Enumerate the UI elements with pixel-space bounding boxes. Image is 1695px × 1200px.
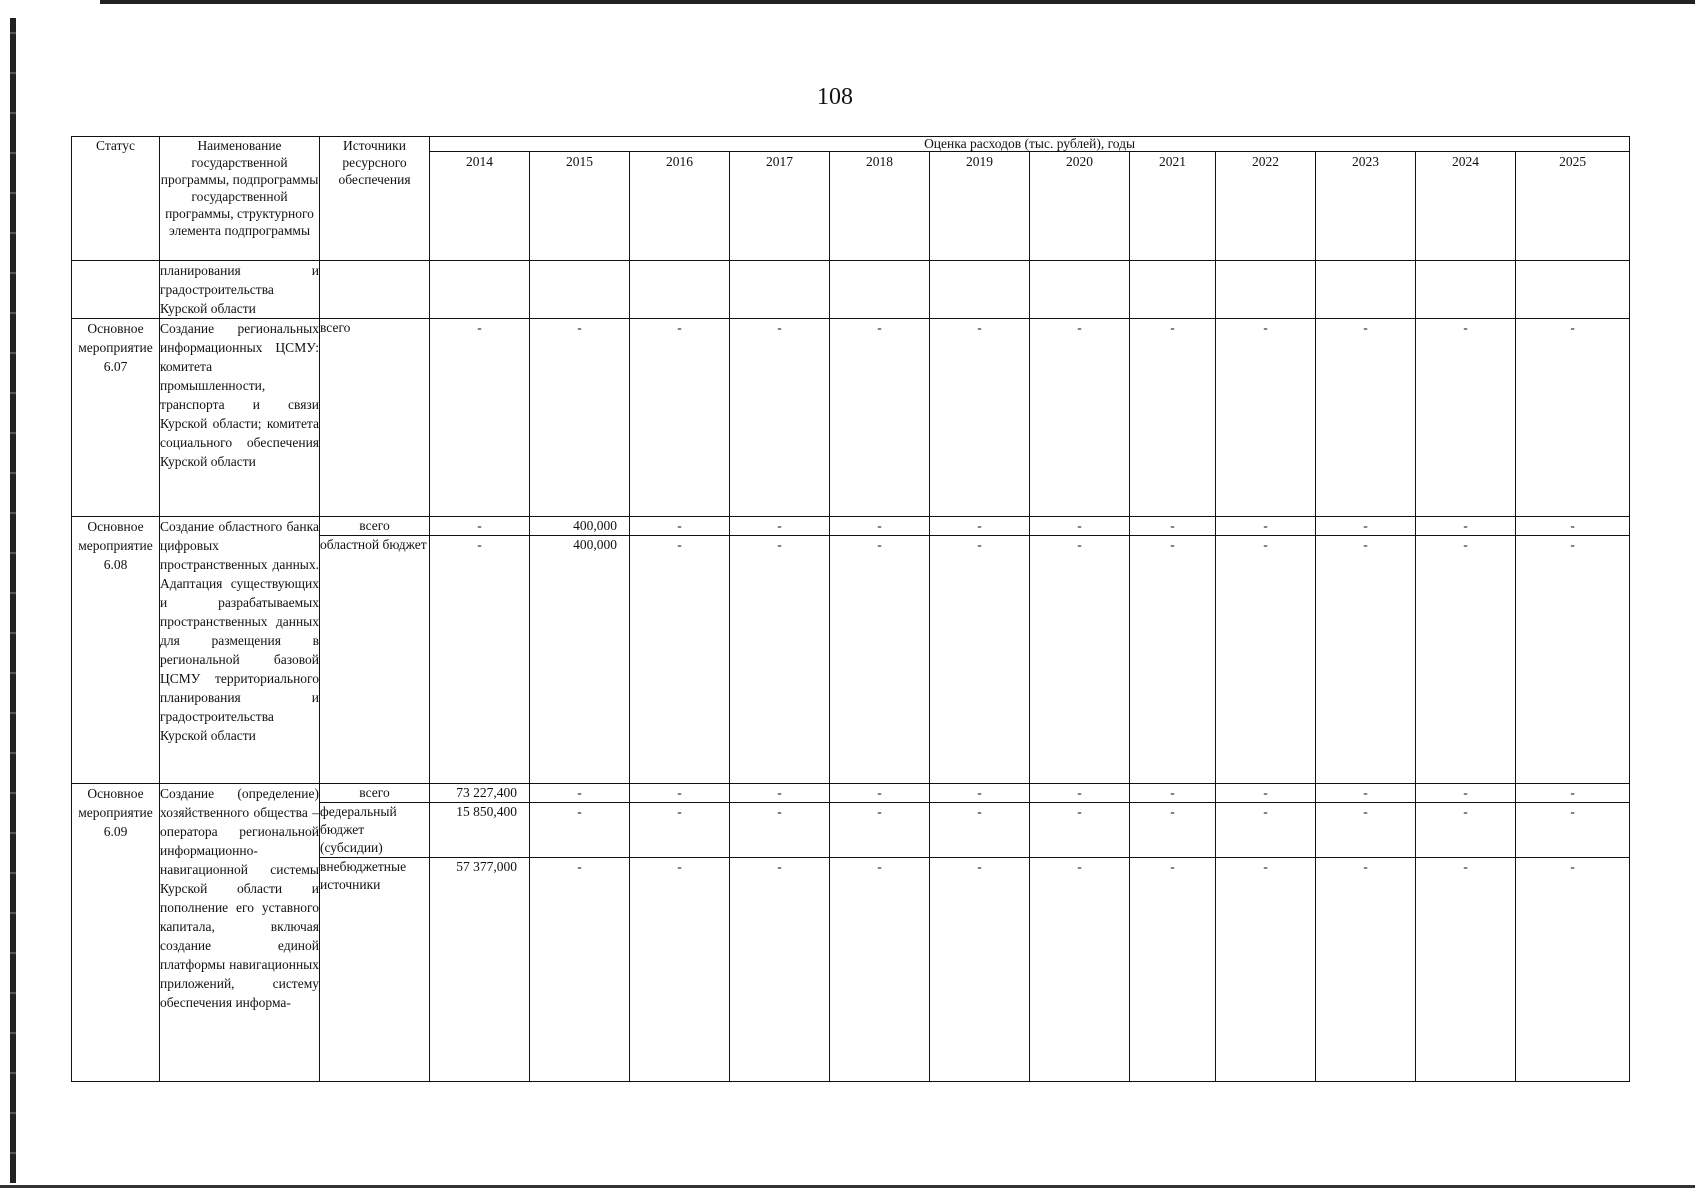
table-cell: - (1216, 803, 1316, 858)
table-cell: - (1516, 784, 1630, 803)
header-year: 2020 (1030, 152, 1130, 261)
table-cell: - (630, 517, 730, 536)
table-cell: - (1216, 858, 1316, 1082)
header-year: 2025 (1516, 152, 1630, 261)
table-cell: - (830, 319, 930, 517)
table-cell: - (1416, 784, 1516, 803)
table-cell: - (930, 858, 1030, 1082)
table-cell: - (530, 858, 630, 1082)
table-cell: - (630, 858, 730, 1082)
table-row (72, 784, 1630, 803)
scan-edge-bottom (0, 1185, 1695, 1188)
row-name: Создание (определение) хозяйственного общества – оператора региональной информационно-навигационной системы Курской области и пополнение его уставного капитала, включая создание единой платформы навигационных приложений, систему обеспечения информа- (160, 784, 320, 1082)
table-cell: - (1316, 858, 1416, 1082)
table-cell: - (1216, 319, 1316, 517)
table-cell: - (1030, 858, 1130, 1082)
header-year: 2021 (1130, 152, 1216, 261)
table-row (72, 261, 1630, 319)
header-sources: Источники ресурсного обеспечения (320, 137, 430, 261)
table-cell (630, 261, 730, 319)
row-status: Основное мероприятие 6.07 (72, 319, 160, 517)
scan-edge-top (100, 0, 1695, 4)
table-cell: - (530, 803, 630, 858)
table-cell: - (930, 517, 1030, 536)
scan-edge-left (10, 18, 16, 1183)
header-year: 2023 (1316, 152, 1416, 261)
header-year: 2022 (1216, 152, 1316, 261)
row-source (320, 261, 430, 319)
table-cell: - (430, 319, 530, 517)
table-cell: - (1316, 803, 1416, 858)
table-cell: - (430, 536, 530, 784)
table-cell: - (930, 536, 1030, 784)
table-cell (730, 261, 830, 319)
table-cell: - (1030, 803, 1130, 858)
table-cell (930, 261, 1030, 319)
table-cell: - (830, 803, 930, 858)
table-cell: 15 850,400 (430, 803, 530, 858)
table-cell: - (1316, 517, 1416, 536)
table-cell: - (1416, 319, 1516, 517)
table-cell (530, 261, 630, 319)
row-name: Создание региональных информационных ЦСМУ: комитета промышленности, транспорта и связи Курской области; комитета социального обеспечения Курской области (160, 319, 320, 517)
header-year: 2024 (1416, 152, 1516, 261)
row-name: планирования и градостроительства Курской области (160, 261, 320, 319)
table-cell: - (1030, 517, 1130, 536)
table-cell: 400,000 (530, 517, 630, 536)
table-cell: - (1316, 536, 1416, 784)
header-costs: Оценка расходов (тыс. рублей), годы (430, 137, 1630, 152)
table-cell (830, 261, 930, 319)
table-cell: - (730, 517, 830, 536)
table-cell: - (1130, 858, 1216, 1082)
table-cell: - (1516, 319, 1630, 517)
table-cell: - (630, 319, 730, 517)
table-cell: - (1416, 858, 1516, 1082)
page-number: 108 (817, 84, 853, 110)
table-cell: - (1130, 784, 1216, 803)
table-row (72, 517, 1630, 536)
table-cell: - (1316, 784, 1416, 803)
table-cell: - (630, 784, 730, 803)
table-cell: - (830, 784, 930, 803)
table-cell: - (1216, 536, 1316, 784)
table-header (72, 137, 1630, 261)
table-cell: - (1316, 319, 1416, 517)
table-cell: - (1516, 858, 1630, 1082)
row-source: внебюджетные источники (320, 858, 430, 1082)
table-cell: - (830, 858, 930, 1082)
header-name: Наименование государственной программы, подпрограммы государственной программы, структурного элемента подпрограммы (160, 137, 320, 261)
row-source: всего (320, 517, 430, 536)
header-year: 2014 (430, 152, 530, 261)
row-status: Основное мероприятие 6.09 (72, 784, 160, 1082)
table-cell: - (530, 784, 630, 803)
table-cell: - (1130, 803, 1216, 858)
header-year: 2015 (530, 152, 630, 261)
table-cell: - (1216, 784, 1316, 803)
row-source: всего (320, 784, 430, 803)
table-cell: - (630, 536, 730, 784)
table-cell (1316, 261, 1416, 319)
table-cell: - (930, 803, 1030, 858)
table-cell (430, 261, 530, 319)
table-cell: - (1416, 803, 1516, 858)
table-cell (1416, 261, 1516, 319)
table-cell: - (930, 319, 1030, 517)
row-name: Создание областного банка цифровых пространственных данных. Адаптация существующих и разрабатываемых пространственных данных для размещения в региональной базовой ЦСМУ территориального планирования и градостроительства Курской области (160, 517, 320, 784)
table-cell: - (530, 319, 630, 517)
row-source: всего (320, 319, 430, 517)
table-cell: - (1030, 536, 1130, 784)
table-cell: - (1416, 536, 1516, 784)
table-cell: 400,000 (530, 536, 630, 784)
table-cell (1030, 261, 1130, 319)
table-cell: - (830, 517, 930, 536)
table-cell: 57 377,000 (430, 858, 530, 1082)
row-source: областной бюджет (320, 536, 430, 784)
row-status (72, 261, 160, 319)
table-cell: 73 227,400 (430, 784, 530, 803)
table-cell: - (430, 517, 530, 536)
table-cell: - (1030, 784, 1130, 803)
row-source: федеральный бюджет (субсидии) (320, 803, 430, 858)
header-year: 2019 (930, 152, 1030, 261)
table-cell: - (1416, 517, 1516, 536)
row-status: Основное мероприятие 6.08 (72, 517, 160, 784)
table-cell (1130, 261, 1216, 319)
table-cell: - (1130, 319, 1216, 517)
table-cell: - (730, 319, 830, 517)
table-cell: - (1130, 536, 1216, 784)
header-year: 2017 (730, 152, 830, 261)
table-row (72, 319, 1630, 517)
table-cell: - (830, 536, 930, 784)
table-cell: - (630, 803, 730, 858)
header-status: Статус (72, 137, 160, 261)
table-cell (1516, 261, 1630, 319)
table-cell: - (1516, 803, 1630, 858)
header-year: 2016 (630, 152, 730, 261)
table-cell: - (730, 858, 830, 1082)
table-cell: - (730, 536, 830, 784)
table-cell: - (1216, 517, 1316, 536)
table-cell (1216, 261, 1316, 319)
table-cell: - (1516, 517, 1630, 536)
table-cell: - (930, 784, 1030, 803)
budget-table (71, 136, 1630, 1082)
table-cell: - (1130, 517, 1216, 536)
header-year: 2018 (830, 152, 930, 261)
table-cell: - (1030, 319, 1130, 517)
table-cell: - (730, 784, 830, 803)
table-cell: - (730, 803, 830, 858)
table-cell: - (1516, 536, 1630, 784)
